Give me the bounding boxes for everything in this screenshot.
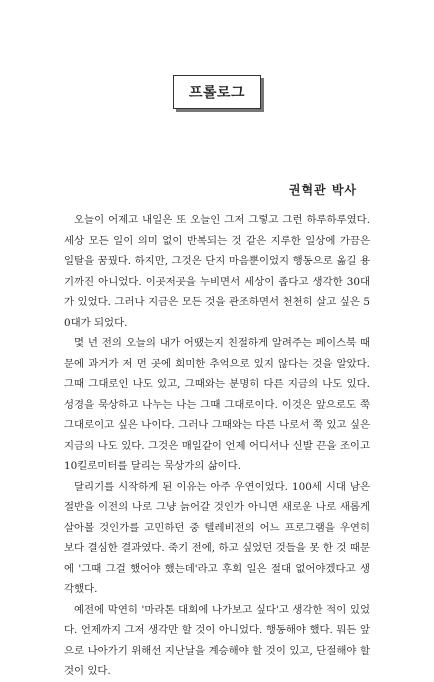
paragraph: 달리기를 시작하게 된 이유는 아주 우연이었다. 100세 시대 남은 절반을 이전의 나로 그냥 늙어갈 것인가 아니면 새로운 나로 새롭게 살아볼 것인가를 고민하던 중 텔레비전의 어느 프로그램을 우연히 보다 결심한 결과였다. 죽기 전에, 하고 싶었던 것들을 못 한 것 때문에 '그때 그걸 했어야 했는데'라고 후회 일은 절대 없어야겠다고 생각했다. [64,480,370,595]
paragraph: 예전에 막연히 '마라톤 대회에 나가보고 싶다'고 생각한 적이 있었다. 언제까지 그저 생각만 할 것이 아니었다. 행동해야 했다. 뭐든 앞으로 나아가기 위해선 지난날을 계승해야 할 것이 있고, 단절해야 할 것이 있다. [64,603,370,677]
chapter-title: 프롤로그 [188,85,246,101]
body-text [64,210,370,682]
author-name: 권혁관 박사 [288,183,357,197]
chapter-title-box [173,75,261,109]
paragraph: 오늘이 어제고 내일은 또 오늘인 그저 그렇고 그런 하루하루였다. 세상 모든 일이 의미 없이 반복되는 것 같은 지루한 일상에 가끔은 일탈을 꿈꿨다. 하지만, 그것은 단지 마음뿐이었지 행동으로 옮길 용기까진 아니었다. 이곳저곳을 누비면서 세상이 좁다고 생각한 30대가 있었다. 그러나 지금은 모든 것을 관조하면서 천천히 살고 싶은 50대가 되었다. [64,214,370,329]
paragraph: 몇 년 전의 오늘의 내가 어땠는지 친절하게 알려주는 페이스북 때문에 과거가 저 먼 곳에 희미한 추억으로 있지 않다는 것을 알았다. 그때 그대로인 나도 있고, 그때와는 분명히 다른 지금의 나도 있다. 성경을 묵상하고 나누는 나는 그때 그대로이다. 이것은 앞으로도 쭉 그대로이고 싶은 나이다. 그러나 그때와는 다른 나로서 쭉 있고 싶은 지금의 나도 있다. 그것은 매일같이 언제 어디서나 신발 끈을 조이고 10킬로미터를 달리는 묵상가의 삶이다. [64,337,370,472]
